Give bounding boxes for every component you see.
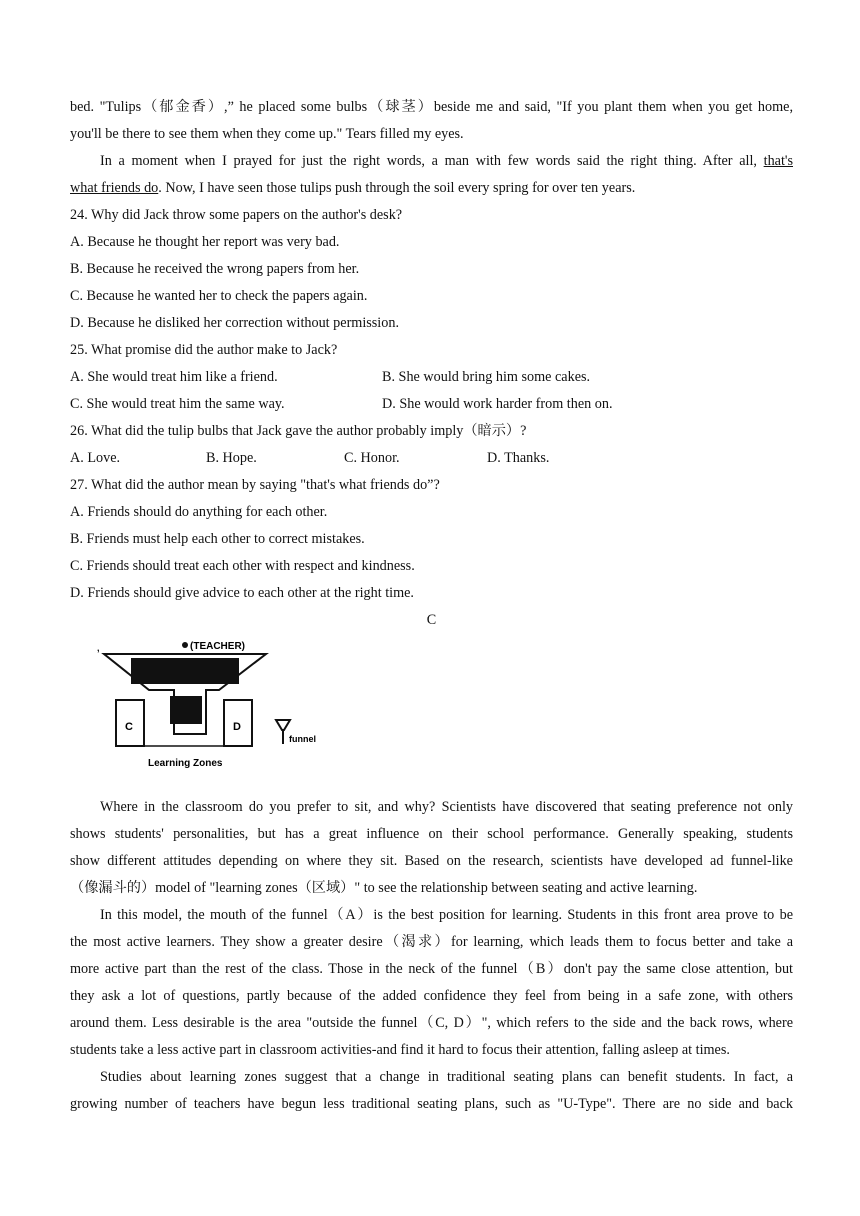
learning-zones-figure [70, 634, 793, 794]
question-stem: 26. What did the tulip bulbs that Jack gave the author probably imply（暗示）? [70, 423, 527, 439]
option-a: A. Because he thought her report was very bad. [70, 234, 340, 250]
option-b: B. Because he received the wrong papers from her. [70, 261, 360, 277]
underlined-phrase: what friends do [70, 180, 159, 196]
option-c: C. Honor. [344, 450, 400, 466]
funnel-label: funnel [289, 734, 316, 744]
option-row [70, 445, 793, 472]
paragraph-line: around them. Less desirable is the area "outside the funnel（C, D）", which refers to the side and the back rows, where [70, 1015, 793, 1031]
paragraph-line: show different attitudes depending on where they sit. Based on the research, scientists have developed ad funnel-like [70, 853, 793, 869]
section-heading: C [426, 612, 437, 628]
option-a: A. Love. [70, 450, 121, 466]
underlined-phrase: that's [763, 153, 793, 169]
passage-b-line: bed. "Tulips（郁金香）,” he placed some bulbs（球茎）beside me and said, "If you plant them when you get home, [70, 99, 793, 115]
option-c: C. Because he wanted her to check the papers again. [70, 288, 368, 304]
paragraph-line: growing number of teachers have begun less traditional seating plans, such as "U-Type". There are no side and back [70, 1096, 793, 1112]
paragraph-line: more active part than the rest of the class. Those in the neck of the funnel（B）don't pay the same close attention, but [70, 961, 793, 977]
passage-b-line: you'll be there to see them when they come up." Tears filled my eyes. [70, 126, 464, 142]
question-stem: 25. What promise did the author make to Jack? [70, 342, 338, 358]
zone-b-block [170, 696, 202, 724]
paragraph-line: the most active learners. They show a greater desire（渴求）for learning, which leads them to focus better and take a [70, 934, 793, 950]
option-row [70, 364, 793, 391]
zone-a-block [131, 658, 239, 684]
paragraph-line: In this model, the mouth of the funnel（A）is the best position for learning. Students in this front area prove to be [100, 907, 793, 923]
option-b: B. She would bring him some cakes. [382, 369, 591, 385]
option-a: A. She would treat him like a friend. [70, 369, 278, 385]
option-d: D. She would work harder from then on. [382, 396, 613, 412]
passage-b-line [70, 175, 793, 202]
option-d: D. Thanks. [487, 450, 550, 466]
learning-zones-diagram [94, 634, 334, 784]
zone-c-label: C [125, 721, 133, 733]
option-a: A. Friends should do anything for each other. [70, 504, 328, 520]
passage-text: . Now, I have seen those tulips push through the soil every spring for over ten years. [158, 180, 636, 196]
option-c: C. She would treat him the same way. [70, 396, 285, 412]
zone-d-label: D [233, 721, 241, 733]
question-stem: 27. What did the author mean by saying "that's what friends do”? [70, 477, 440, 493]
zone-marker: , [97, 643, 100, 653]
option-b: B. Hope. [206, 450, 257, 466]
option-row [70, 391, 793, 418]
option-d: D. Because he disliked her correction without permission. [70, 315, 399, 331]
question-stem: 24. Why did Jack throw some papers on the author's desk? [70, 207, 403, 223]
option-d: D. Friends should give advice to each other at the right time. [70, 585, 414, 601]
teacher-icon [182, 642, 188, 648]
funnel-icon [276, 720, 290, 744]
paragraph-line: Studies about learning zones suggest that a change in traditional seating plans can benefit students. In fact, a [100, 1069, 793, 1085]
paragraph-line: （像漏斗的）model of "learning zones（区域）" to see the relationship between seating and active learning. [70, 880, 698, 896]
paragraph-line: Where in the classroom do you prefer to sit, and why? Scientists have discovered that seating preference not only [100, 799, 793, 815]
paragraph-line: shows students' personalities, but has a great influence on their school performance. Generally speaking, students [70, 826, 793, 842]
passage-b-line [70, 148, 793, 175]
figure-caption: Learning Zones [148, 758, 223, 769]
paragraph-line: they ask a lot of questions, partly because of the added confidence they feel from being in a safe zone, with others [70, 988, 793, 1004]
teacher-label: (TEACHER) [190, 641, 245, 652]
paragraph-line: students take a less active part in classroom activities-and find it hard to focus their attention, falling asleep at times. [70, 1042, 730, 1058]
passage-text: In a moment when I prayed for just the right words, a man with few words said the right thing. After all, [100, 153, 764, 169]
option-c: C. Friends should treat each other with respect and kindness. [70, 558, 415, 574]
document-page [70, 94, 793, 1118]
option-b: B. Friends must help each other to correct mistakes. [70, 531, 365, 547]
